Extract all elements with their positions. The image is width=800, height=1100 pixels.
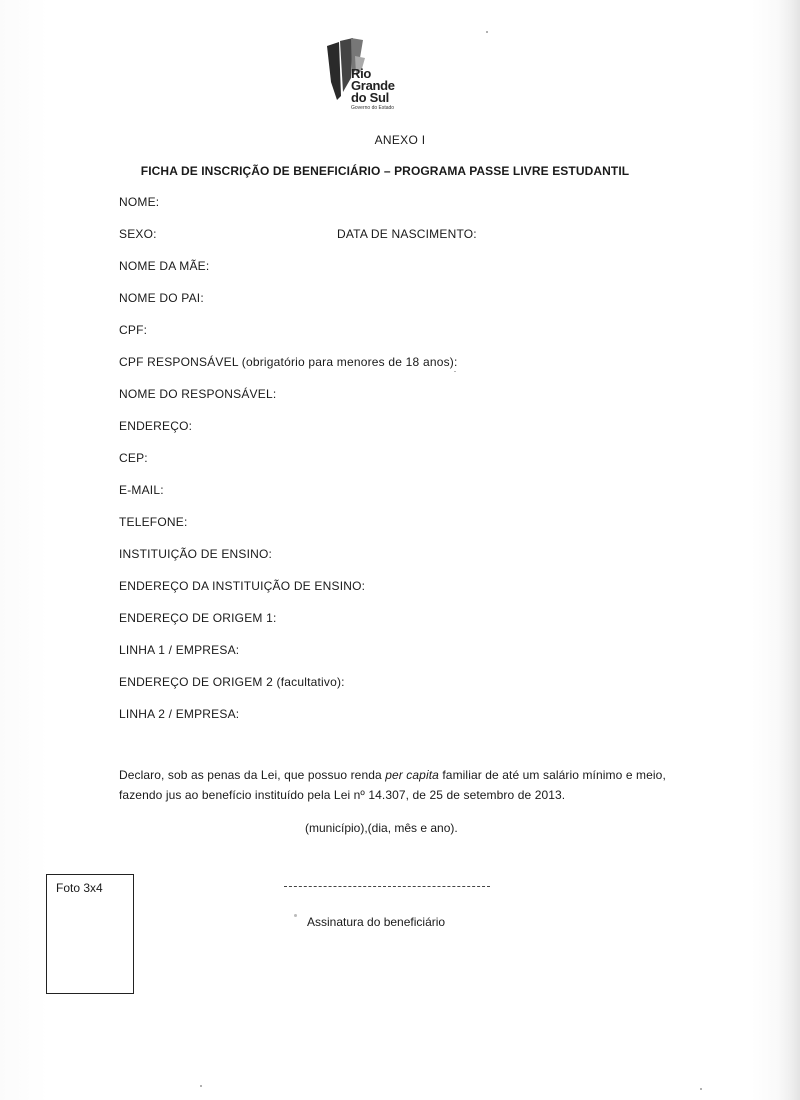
field-nome-mae: NOME DA MÃE: [119, 259, 210, 273]
logo-subtitle: Governo do Estado [351, 105, 395, 111]
place-date-line: (município),(dia, mês e ano). [305, 821, 458, 835]
paper-edge-shadow [778, 0, 800, 1100]
field-nome-pai: NOME DO PAI: [119, 291, 204, 305]
field-linha-2: LINHA 2 / EMPRESA: [119, 707, 240, 721]
field-endereco: ENDEREÇO: [119, 419, 193, 433]
photo-label: Foto 3x4 [56, 881, 103, 895]
scan-speck [294, 914, 297, 917]
declaration-text-2: familiar de até um salário mínimo e meio, fazendo jus ao benefício instituído pela Lei nº 14.307, de 25 de setembro de 2013. [119, 768, 666, 802]
declaration-text-1: Declaro, sob as penas da Lei, que possuo renda [119, 768, 386, 782]
field-linha-1: LINHA 1 / EMPRESA: [119, 643, 240, 657]
field-telefone: TELEFONE: [119, 515, 188, 529]
field-endereco-origem-2: ENDEREÇO DE ORIGEM 2 (facultativo): [119, 675, 345, 689]
annex-title: ANEXO I [374, 133, 426, 147]
photo-box [46, 874, 134, 994]
scan-speck [486, 31, 488, 33]
field-nome: NOME: [119, 195, 160, 209]
field-endereco-origem-1: ENDEREÇO DE ORIGEM 1: [119, 611, 277, 625]
field-data-nascimento: DATA DE NASCIMENTO: [337, 227, 477, 241]
field-email: E-MAIL: [119, 483, 164, 497]
state-logo [325, 38, 425, 118]
signature-label: Assinatura do beneficiário [307, 915, 446, 929]
scan-speck [454, 371, 456, 372]
logo-line-2: Grande [351, 78, 395, 93]
field-cep: CEP: [119, 451, 148, 465]
declaration-italic: per capita [385, 768, 439, 782]
logo-line-3: do Sul [351, 90, 389, 105]
form-title: FICHA DE INSCRIÇÃO DE BENEFICIÁRIO – PROGRAMA PASSE LIVRE ESTUDANTIL [140, 164, 630, 178]
field-endereco-instituicao: ENDEREÇO DA INSTITUIÇÃO DE ENSINO: [119, 579, 366, 593]
field-nome-responsavel: NOME DO RESPONSÁVEL: [119, 387, 277, 401]
field-cpf-responsavel: CPF RESPONSÁVEL (obrigatório para menores de 18 anos): [119, 355, 458, 369]
scan-speck [700, 1088, 702, 1090]
field-instituicao: INSTITUIÇÃO DE ENSINO: [119, 547, 273, 561]
logo-line-1: Rio [351, 66, 372, 81]
field-sexo: SEXO: [119, 227, 157, 241]
scan-speck [200, 1085, 202, 1087]
declaration-paragraph [119, 765, 679, 805]
signature-line [284, 886, 490, 887]
field-cpf: CPF: [119, 323, 148, 337]
logo-wordmark [351, 68, 395, 104]
